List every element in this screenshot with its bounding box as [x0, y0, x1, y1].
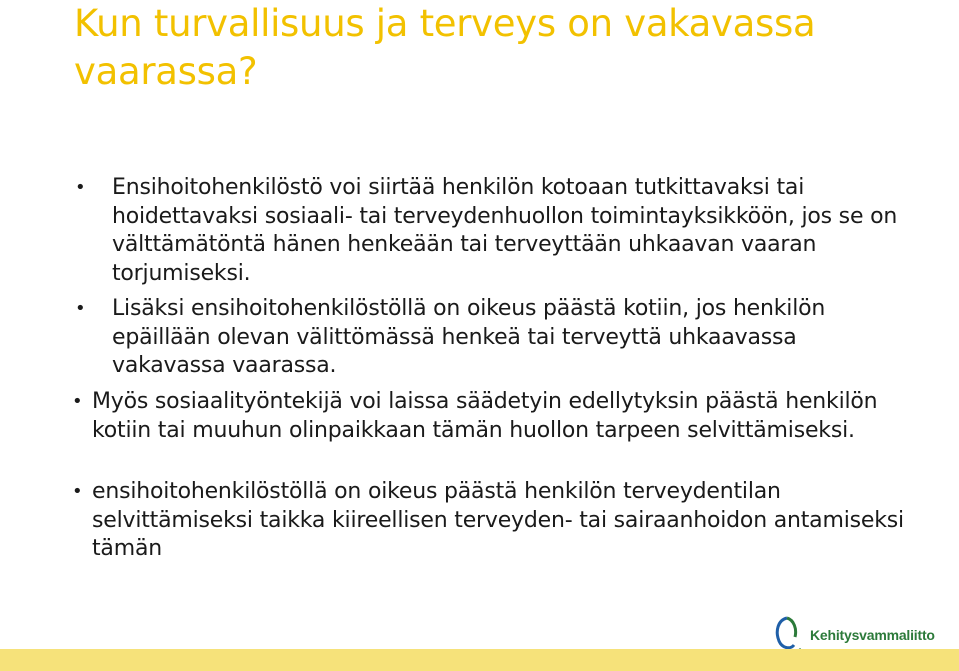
bullet-item — [72, 388, 912, 445]
bullet-dot-icon: • — [75, 298, 86, 319]
bullet-text: Lisäksi ensihoitohenkilöstöllä on oikeus päästä kotiin, jos henkilön epäillään olevan välittömässä henkeä tai terveyttä uhkaavassa vakavassa vaarassa. — [112, 296, 826, 378]
bullet-text: Ensihoitohenkilöstö voi siirtää henkilön kotoaan tutkittavaksi tai hoidettavaksi sosiaali- tai terveydenhuollon toimintayksikköön, jos se on välttämätöntä hänen henkeään tai terveyttään uhkaavan vaaran torjumiseksi. — [112, 175, 898, 286]
bullet-dot-icon: • — [72, 391, 83, 412]
logo-text: Kehitysvammaliitto — [810, 627, 935, 643]
bullet-item — [75, 174, 912, 288]
bullet-text: Myös sosiaalityöntekijä voi laissa säädetyin edellytyksin päästä henkilön kotiin tai muuhun olinpaikkaan tämän huollon tarpeen selvittämiseksi. — [92, 389, 878, 443]
bullet-item — [72, 478, 912, 564]
bullet-dot-icon: • — [75, 177, 86, 198]
bullet-dot-icon: • — [72, 481, 83, 502]
slide-title: Kun turvallisuus ja terveys on vakavassa vaarassa? — [74, 2, 816, 93]
bullet-item — [75, 295, 912, 381]
footer-bar — [0, 649, 959, 671]
bullet-text: ensihoitohenkilöstöllä on oikeus päästä henkilön terveydentilan selvittämiseksi taikka kiireellisen terveyden- tai sairaanhoidon antamiseksi tämän — [92, 479, 904, 561]
